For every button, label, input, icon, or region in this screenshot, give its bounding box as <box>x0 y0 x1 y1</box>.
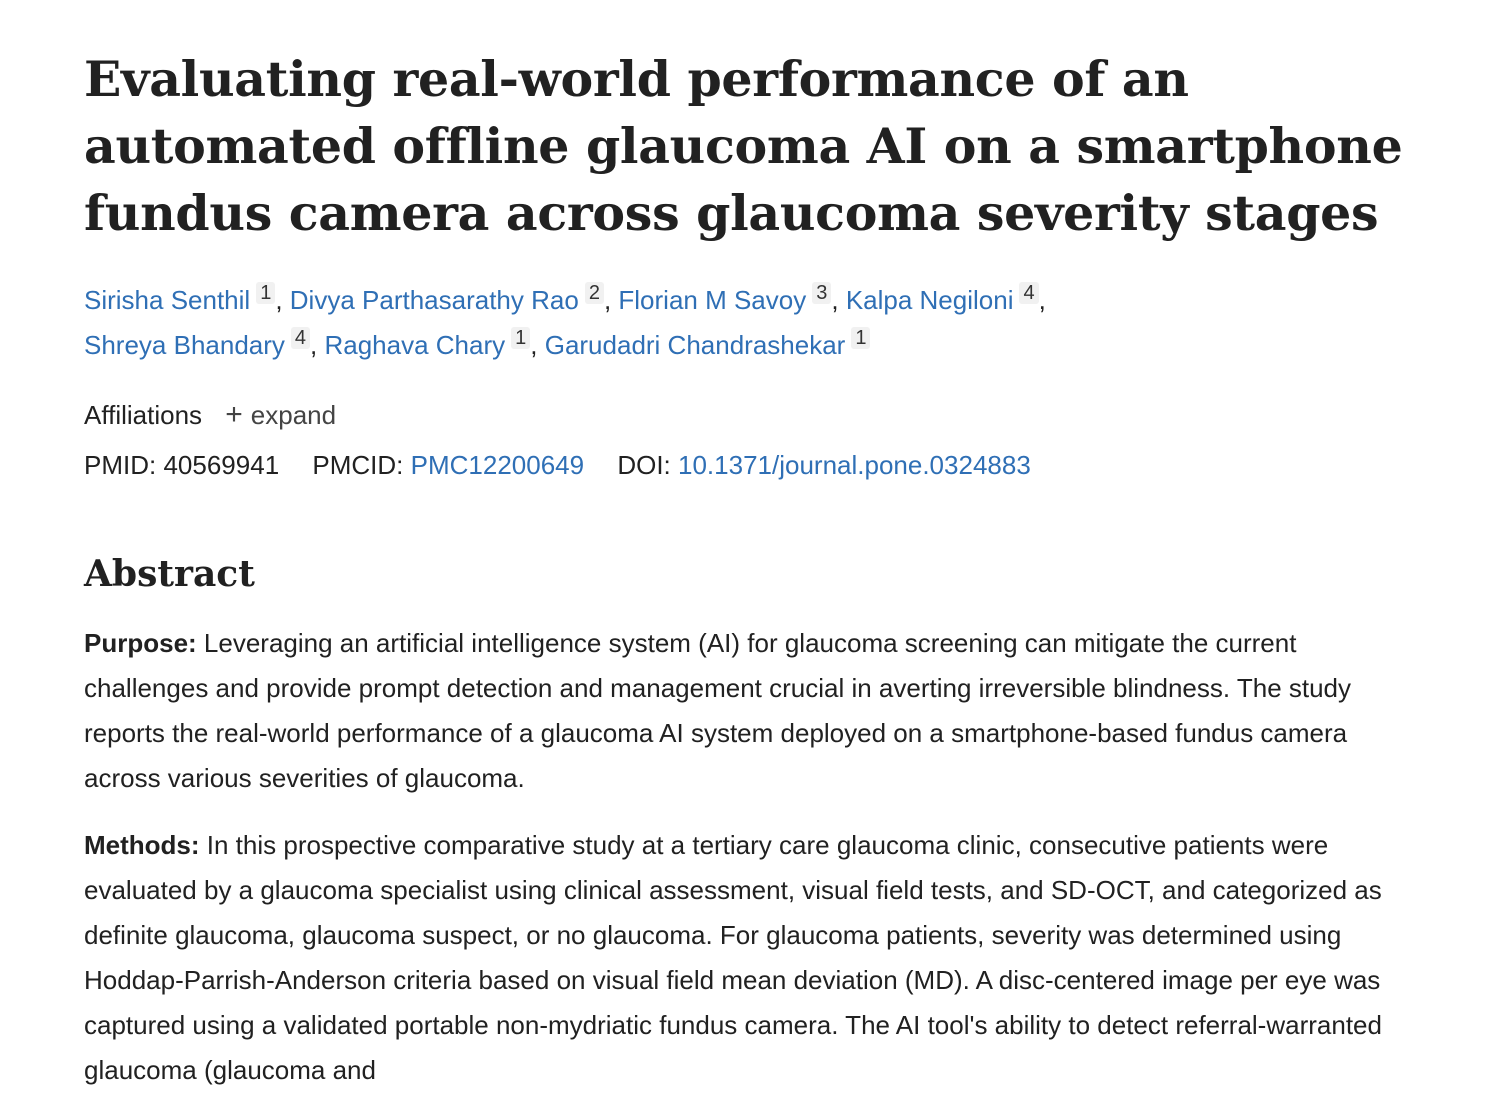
author-entry <box>845 282 1046 315</box>
pmcid <box>312 450 584 480</box>
article-title: Evaluating real-world performance of an automated offline glaucoma AI on a smartphone fundus camera across glaucoma severity stages <box>84 50 1403 242</box>
abstract-methods <box>84 823 1419 1093</box>
author-separator: , <box>1038 285 1046 315</box>
purpose-text: Leveraging an artificial intelligence system (AI) for glaucoma screening can mitigate the current challenges and provide prompt detection and management crucial in averting irreversible blindness. The study reports the real-world performance of a glaucoma AI system deployed on a smartphone-based fundus camera across various severities of glaucoma. <box>84 628 1352 793</box>
pmcid-link[interactable]: PMC12200649 <box>410 450 585 480</box>
affiliation-number[interactable]: 1 <box>851 327 870 349</box>
plus-icon: + <box>225 398 243 431</box>
author-link[interactable]: Kalpa Negiloni <box>845 285 1014 315</box>
pmcid-label: PMCID: <box>312 450 404 480</box>
author-separator: , <box>275 285 290 315</box>
author-link[interactable]: Shreya Bhandary <box>84 330 285 360</box>
methods-text: In this prospective comparative study at a tertiary care glaucoma clinic, consecutive patients were evaluated by a glaucoma specialist using clinical assessment, visual field tests, and SD-OCT, and categorized as definite glaucoma, glaucoma suspect, or no glaucoma. For glaucoma patients, severity was determined using Hoddap-Parrish-Anderson criteria based on visual field mean deviation (MD). A disc-centered image per eye was captured using a validated portable non-mydriatic fundus camera. The AI tool's ability to detect referral-warranted glaucoma (glaucoma and <box>84 830 1382 1085</box>
affiliation-number[interactable]: 2 <box>585 282 604 304</box>
author-link[interactable]: Raghava Chary <box>324 330 506 360</box>
abstract-heading: Abstract <box>84 553 255 595</box>
abstract-purpose <box>84 621 1419 801</box>
author-link[interactable]: Garudadri Chandrashekar <box>544 330 846 360</box>
methods-label: Methods: <box>84 830 200 860</box>
expand-affiliations-button[interactable] <box>225 400 336 430</box>
pmid-value: 40569941 <box>163 450 280 480</box>
doi-link[interactable]: 10.1371/journal.pone.0324883 <box>678 450 1031 480</box>
pmid <box>84 450 279 480</box>
author-entry <box>84 282 290 315</box>
author-entry <box>544 327 871 360</box>
affiliation-number[interactable]: 3 <box>812 282 831 304</box>
author-link[interactable]: Divya Parthasarathy Rao <box>289 285 579 315</box>
author-link[interactable]: Florian M Savoy <box>618 285 807 315</box>
purpose-label: Purpose: <box>84 628 197 658</box>
author-list <box>84 278 1284 368</box>
affiliation-number[interactable]: 4 <box>1019 282 1038 304</box>
doi-label: DOI: <box>617 450 671 480</box>
author-entry <box>84 327 325 360</box>
author-entry <box>324 327 545 360</box>
author-separator: , <box>831 285 846 315</box>
author-separator: , <box>310 330 325 360</box>
author-entry <box>289 282 619 315</box>
expand-label: expand <box>250 400 337 430</box>
doi <box>617 450 1030 480</box>
author-separator: , <box>530 330 545 360</box>
affiliation-number[interactable]: 4 <box>291 327 310 349</box>
author-separator: , <box>603 285 619 315</box>
author-link[interactable]: Sirisha Senthil <box>84 285 251 315</box>
affiliation-number[interactable]: 1 <box>511 327 530 349</box>
affiliations-row <box>84 395 336 435</box>
identifiers-row <box>84 445 1057 485</box>
author-entry <box>618 282 846 315</box>
affiliations-label: Affiliations <box>84 400 203 430</box>
affiliation-number[interactable]: 1 <box>256 282 275 304</box>
pmid-label: PMID: <box>84 450 157 480</box>
